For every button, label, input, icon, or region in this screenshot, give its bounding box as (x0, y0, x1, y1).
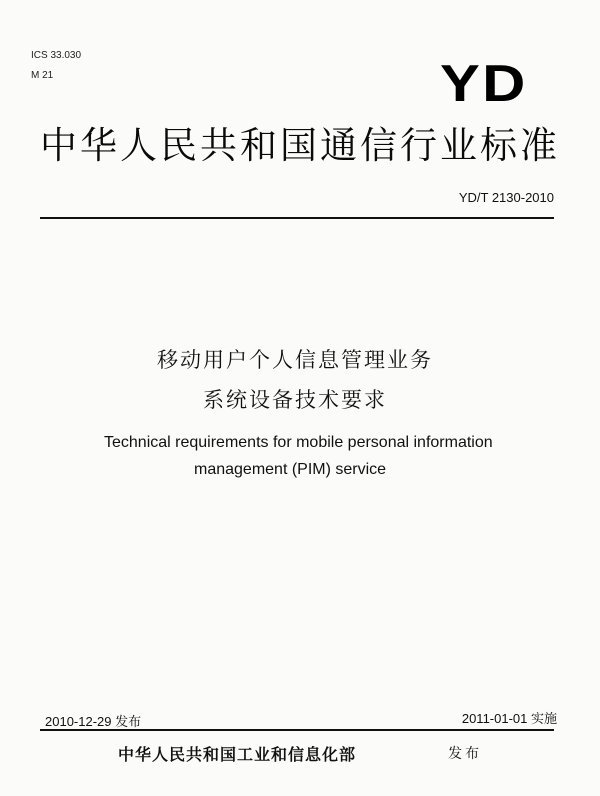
yd-logo: YD (440, 55, 528, 113)
publish-date: 2010-12-29 发布 (45, 714, 142, 729)
title-cn-line-2: 系统设备技术要求 (203, 388, 387, 412)
title-en-line-1: Technical requirements for mobile personal information (104, 434, 493, 451)
classification-code: M 21 (31, 70, 54, 81)
title-cn-line-1: 移动用户个人信息管理业务 (157, 348, 433, 372)
bottom-divider (40, 729, 554, 731)
standard-number: YD/T 2130-2010 (458, 190, 554, 205)
issuing-authority: 中华人民共和国工业和信息化部 (118, 745, 357, 764)
title-en-line-2: management (PIM) service (194, 461, 387, 478)
issue-label: 发布 (448, 746, 482, 762)
top-divider (40, 217, 554, 219)
implement-date: 2011-01-01 实施 (461, 711, 557, 726)
standard-category-heading: 中华人民共和国通信行业标准 (40, 124, 560, 167)
ics-code: ICS 33.030 (31, 50, 82, 61)
